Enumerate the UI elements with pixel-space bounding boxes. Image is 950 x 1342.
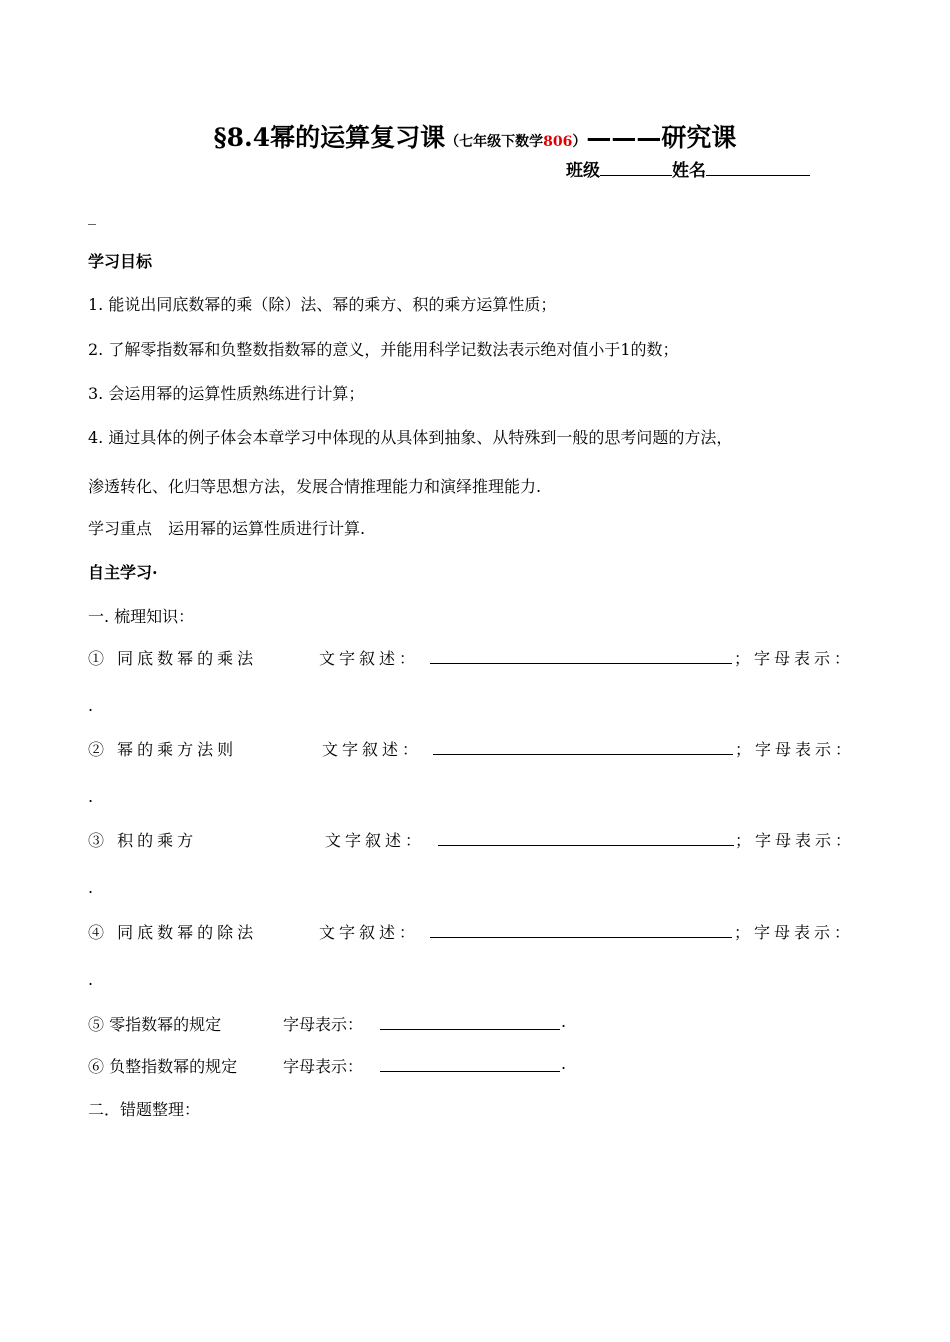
title-suffix: 研究课 — [661, 123, 737, 152]
title-grade: （七年级下数学 — [445, 134, 544, 150]
zero-rule-name: ⑤ 零指数幂的规定 — [88, 1015, 222, 1034]
class-blank[interactable] — [600, 159, 672, 176]
rule-desc-blank[interactable] — [433, 754, 733, 755]
dash-mark: _ — [88, 206, 96, 225]
section-organize: 一. 梳理知识： — [88, 607, 195, 626]
rule-end-dot: . — [88, 787, 94, 806]
rule-desc-label: 文字叙述： — [325, 831, 426, 850]
rule-name: ② 幂的乘方法则 — [88, 740, 238, 759]
rule-symbol-label: ；字母表示： — [735, 740, 856, 759]
class-name-line — [566, 156, 810, 181]
objective-item: 4. 通过具体的例子体会本章学习中体现的从具体到抽象、从特殊到一般的思考问题的方法， — [88, 428, 733, 447]
rule-symbol-label: ；字母表示： — [734, 649, 855, 668]
zero-rule-end: . — [561, 1012, 567, 1031]
title-paren-close: ） — [572, 134, 587, 150]
rule-desc-label: 文字叙述： — [322, 740, 423, 759]
zero-rule-label: 字母表示： — [283, 1015, 364, 1034]
neg-rule-name: ⑥ 负整指数幂的规定 — [88, 1057, 238, 1076]
rule-name: ④ 同底数幂的除法 — [88, 923, 258, 942]
rule-desc-label: 文字叙述： — [319, 649, 420, 668]
rule-end-dot: . — [88, 878, 94, 897]
section-errors: 二．错题整理： — [88, 1100, 201, 1119]
key-point: 学习重点 运用幂的运算性质进行计算. — [88, 519, 366, 538]
rule-end-dot: . — [88, 970, 94, 989]
self-study-heading: 自主学习· — [88, 563, 158, 582]
rule-symbol-label: ；字母表示： — [735, 831, 856, 850]
rule-desc-blank[interactable] — [430, 663, 732, 664]
objective-item: 渗透转化、化归等思想方法，发展合情推理能力和演绎推理能力. — [88, 477, 542, 496]
objective-item: 3. 会运用幂的运算性质熟练进行计算； — [88, 384, 365, 403]
neg-rule-end: . — [561, 1054, 567, 1073]
rule-desc-blank[interactable] — [438, 845, 734, 846]
objective-item: 2. 了解零指数幂和负整数指数幂的意义，并能用科学记数法表示绝对值小于1的数； — [88, 340, 679, 359]
objective-item: 1. 能说出同底数幂的乘（除）法、幂的乘方、积的乘方运算性质； — [88, 295, 557, 314]
title-main: §8.4幂的运算复习课 — [213, 123, 446, 152]
title-dash: ——— — [586, 123, 662, 152]
name-blank[interactable] — [706, 159, 810, 176]
neg-rule-blank[interactable] — [380, 1071, 560, 1072]
rule-end-dot: . — [88, 696, 94, 715]
zero-rule-blank[interactable] — [380, 1029, 560, 1030]
objectives-heading: 学习目标 — [88, 252, 153, 271]
rule-symbol-label: ；字母表示： — [734, 923, 855, 942]
name-label: 姓名 — [672, 161, 706, 181]
rule-name: ① 同底数幂的乘法 — [88, 649, 258, 668]
rule-desc-label: 文字叙述： — [319, 923, 420, 942]
title-code: 806 — [543, 134, 573, 150]
rule-name: ③ 积的乘方 — [88, 831, 198, 850]
page-title — [0, 118, 950, 154]
class-label: 班级 — [566, 161, 600, 181]
rule-desc-blank[interactable] — [430, 937, 732, 938]
neg-rule-label: 字母表示： — [283, 1057, 364, 1076]
